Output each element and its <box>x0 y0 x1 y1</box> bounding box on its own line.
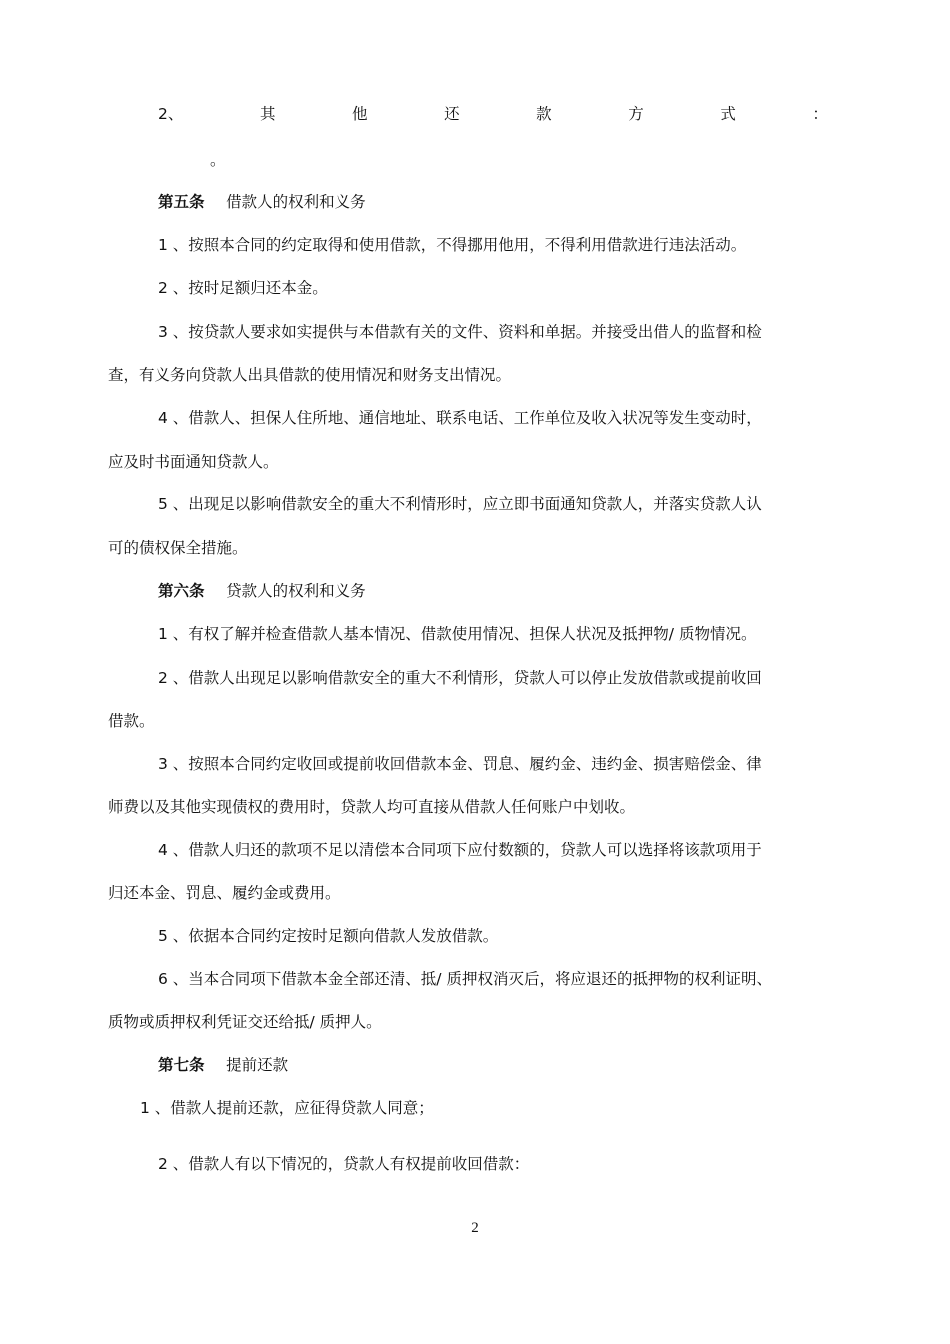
paragraph-line: 3 、按照本合同约定收回或提前收回借款本金、罚息、履约金、违约金、损害赔偿金、律 <box>158 755 762 773</box>
spread-char: 方 <box>628 105 644 123</box>
article-5-heading <box>158 190 366 212</box>
blank-period: 。 <box>210 151 226 169</box>
spread-char: 还 <box>444 105 460 123</box>
other-repayment-method-line <box>158 102 828 124</box>
article-title: 提前还款 <box>226 1056 289 1074</box>
paragraph-line: 质物或质押权利凭证交还给抵/ 质押人。 <box>108 1013 382 1031</box>
spread-char: 款 <box>536 105 552 123</box>
spread-char: 2、 <box>158 105 184 123</box>
article-label: 第六条 <box>158 582 205 600</box>
paragraph-line: 查，有义务向贷款人出具借款的使用情况和财务支出情况。 <box>108 366 512 384</box>
spread-char: 他 <box>352 105 368 123</box>
paragraph-line: 1 、有权了解并检查借款人基本情况、借款使用情况、担保人状况及抵押物/ 质物情况。 <box>158 625 757 643</box>
spread-char: 其 <box>259 105 276 123</box>
paragraph-line: 4 、借款人归还的款项不足以清偿本合同项下应付数额的，贷款人可以选择将该款项用于 <box>158 841 762 859</box>
paragraph-line: 1 、借款人提前还款，应征得贷款人同意； <box>140 1099 434 1117</box>
paragraph-line: 应及时书面通知贷款人。 <box>108 453 279 471</box>
article-7-heading <box>158 1053 288 1075</box>
spread-char: 式 <box>720 105 736 123</box>
paragraph-line: 4 、借款人、担保人住所地、通信地址、联系电话、工作单位及收入状况等发生变动时， <box>158 409 762 427</box>
article-title: 贷款人的权利和义务 <box>226 582 366 600</box>
paragraph-line: 2 、借款人出现足以影响借款安全的重大不利情形，贷款人可以停止发放借款或提前收回 <box>158 669 762 687</box>
paragraph-line: 1 、按照本合同的约定取得和使用借款，不得挪用他用，不得利用借款进行违法活动。 <box>158 236 747 254</box>
page-number: 2 <box>471 1220 479 1236</box>
paragraph-line: 3 、按贷款人要求如实提供与本借款有关的文件、资料和单据。并接受出借人的监督和检 <box>158 323 762 341</box>
paragraph-line: 借款。 <box>108 712 155 730</box>
paragraph-line: 5 、依据本合同约定按时足额向借款人发放借款。 <box>158 927 499 945</box>
article-label: 第五条 <box>158 193 205 211</box>
paragraph-line: 2 、借款人有以下情况的，贷款人有权提前收回借款： <box>158 1155 530 1173</box>
article-label: 第七条 <box>158 1056 205 1074</box>
paragraph-line: 2 、按时足额归还本金。 <box>158 279 328 297</box>
paragraph-line: 5 、出现足以影响借款安全的重大不利情形时，应立即书面通知贷款人，并落实贷款人认 <box>158 495 762 513</box>
paragraph-line: 归还本金、罚息、履约金或费用。 <box>108 884 341 902</box>
article-6-heading <box>158 579 366 601</box>
spread-char: ： <box>812 105 828 123</box>
paragraph-line: 可的债权保全措施。 <box>108 539 248 557</box>
paragraph-line: 6 、当本合同项下借款本金全部还清、抵/ 质押权消灭后，将应退还的抵押物的权利证明、 <box>158 970 772 988</box>
article-title: 借款人的权利和义务 <box>226 193 366 211</box>
paragraph-line: 师费以及其他实现债权的费用时，贷款人均可直接从借款人任何账户中划收。 <box>108 798 636 816</box>
